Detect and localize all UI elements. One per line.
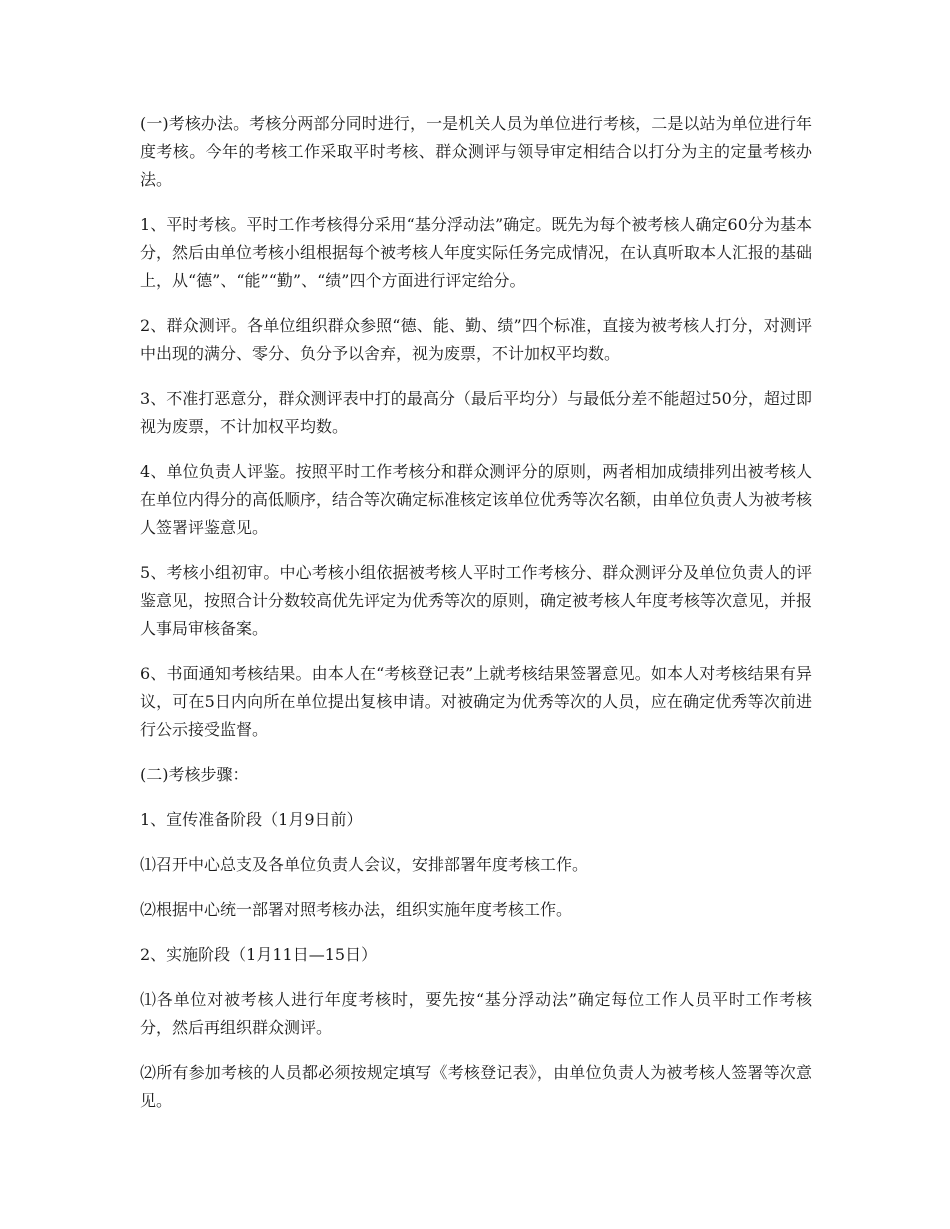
step-heading-preparation: 1、宣传准备阶段（1月9日前） xyxy=(140,810,363,829)
list-item-preparation-1: ⑴召开中心总支及各单位负责人会议，安排部署年度考核工作。 xyxy=(140,855,589,874)
paragraph-routine-assessment: 1、平时考核。平时工作考核得分采用“基分浮动法”确定。既先为每个被考核人确定60分为基本分，然后由单位考核小组根据每个被考核人年度实际任务完成情况，在认真听取本人汇报的基础上，从“德”、“能”“勤”、“绩”四个方面进行评定给分。 xyxy=(140,215,813,290)
list-item-implementation-2: ⑵所有参加考核的人员都必须按规定填写《考核登记表》，由单位负责人为被考核人签署等次意见。 xyxy=(140,1063,812,1110)
step-heading-implementation: 2、实施阶段（1月11日—15日） xyxy=(140,945,378,964)
paragraph-group-preliminary-review: 5、考核小组初审。中心考核小组依据被考核人平时工作考核分、群众测评分及单位负责人的评鉴意见，按照合计分数较高优先评定为优秀等次的原则，确定被考核人年度考核等次意见，并报人事局审核备案。 xyxy=(140,563,813,638)
paragraph-written-notice: 6、书面通知考核结果。由本人在“考核登记表”上就考核结果签署意见。如本人对考核结果有异议，可在5日内向所在单位提出复核申请。对被确定为优秀等次的人员，应在确定优秀等次前进行公示接受监督。 xyxy=(140,664,812,739)
document-body xyxy=(140,110,812,1132)
list-item-implementation-1: ⑴各单位对被考核人进行年度考核时，要先按“基分浮动法”确定每位工作人员平时工作考核分，然后再组织群众测评。 xyxy=(140,990,812,1037)
paragraph-assessment-method: (一)考核办法。考核分两部分同时进行，一是机关人员为单位进行考核，二是以站为单位进行年度考核。今年的考核工作采取平时考核、群众测评与领导审定相结合以打分为主的定量考核办法。 xyxy=(140,114,812,189)
list-item-preparation-2: ⑵根据中心统一部署对照考核办法，组织实施年度考核工作。 xyxy=(140,900,573,919)
paragraph-unit-head-review: 4、单位负责人评鉴。按照平时工作考核分和群众测评分的原则，两者相加成绩排列出被考核人在单位内得分的高低顺序，结合等次确定标准核定该单位优秀等次名额，由单位负责人为被考核人签署评鉴意见。 xyxy=(140,462,813,537)
paragraph-public-evaluation: 2、群众测评。各单位组织群众参照“德、能、勤、绩”四个标准，直接为被考核人打分，对测评中出现的满分、零分、负分予以舍弃，视为废票，不计加权平均数。 xyxy=(140,316,812,363)
section-heading-assessment-steps: (二)考核步骤： xyxy=(140,765,249,784)
paragraph-no-malicious-scoring: 3、不准打恶意分，群众测评表中打的最高分（最后平均分）与最低分差不能超过50分，超过即视为废票，不计加权平均数。 xyxy=(140,389,812,436)
